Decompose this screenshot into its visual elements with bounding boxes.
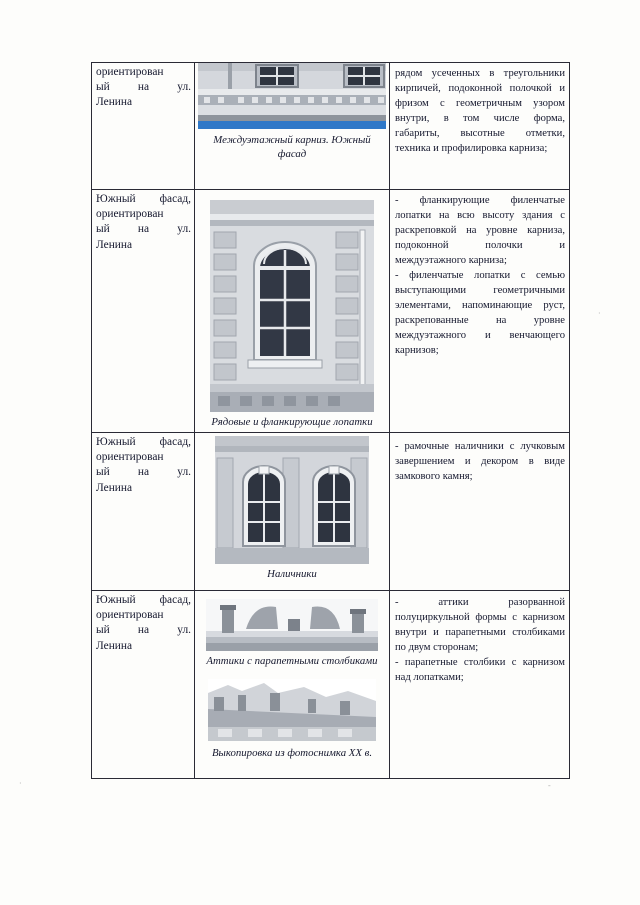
attics-photo xyxy=(206,599,378,651)
photo-caption: Выкопировка из фотоснимка XX в. xyxy=(211,747,373,759)
pilasters-photo xyxy=(210,200,374,412)
historic-photo-fragment xyxy=(208,679,376,741)
description-cell: - рамочные наличники с лучковым завершением и декором в виде замкового камня; xyxy=(390,433,570,591)
photo-cell xyxy=(195,190,390,433)
photo-cell xyxy=(195,591,390,779)
location-cell: Южный фасад, ориентирован ый на ул. Ленина xyxy=(92,591,195,779)
photo-caption: Рядовые и фланкирующие лопатки xyxy=(211,416,373,428)
description-cell: рядом усеченных в треугольники кирпичей, подоконной полочкой и фризом с геометричным узором внутри, в том числе форма, габариты, высотные отметки, техника и профилировка карниза; xyxy=(390,63,570,190)
heritage-table xyxy=(91,62,570,779)
description-cell: - фланкирующие филенчатые лопатки на всю высоту здания с раскреповкой на уровне карниза, подоконной полочки и междуэтажного карниза; - филенчатые лопатки с семью выступающими геометричными элементами, напоминающие руст, раскрепованные на уровне междуэтажного и венчающего карнизов; xyxy=(390,190,570,433)
cornice-photo xyxy=(198,63,386,129)
table-row xyxy=(92,591,570,779)
table-row xyxy=(92,433,570,591)
window-surrounds-photo xyxy=(215,436,369,564)
location-cell: ориентирован ый на ул. Ленина xyxy=(92,63,195,190)
location-cell: Южный фасад, ориентирован ый на ул. Ленина xyxy=(92,190,195,433)
photo-cell xyxy=(195,63,390,190)
table-row xyxy=(92,63,570,190)
scan-speck: · xyxy=(19,779,22,788)
location-cell: Южный фасад, ориентирован ый на ул. Ленина xyxy=(92,433,195,591)
photo-cell xyxy=(195,433,390,591)
description-cell: - аттики разорванной полуциркульной формы с карнизом внутри и парапетными столбиками по двум сторонам; - парапетные столбики с карнизом над лопатками; xyxy=(390,591,570,779)
scan-speck: · xyxy=(598,309,601,318)
photo-caption: Наличники xyxy=(267,568,317,580)
table-row xyxy=(92,190,570,433)
photo-caption: Междуэтажный карниз. Южный фасад xyxy=(213,134,371,160)
scan-speck: - xyxy=(548,781,551,790)
photo-caption: Аттики с парапетными столбиками xyxy=(206,655,378,667)
